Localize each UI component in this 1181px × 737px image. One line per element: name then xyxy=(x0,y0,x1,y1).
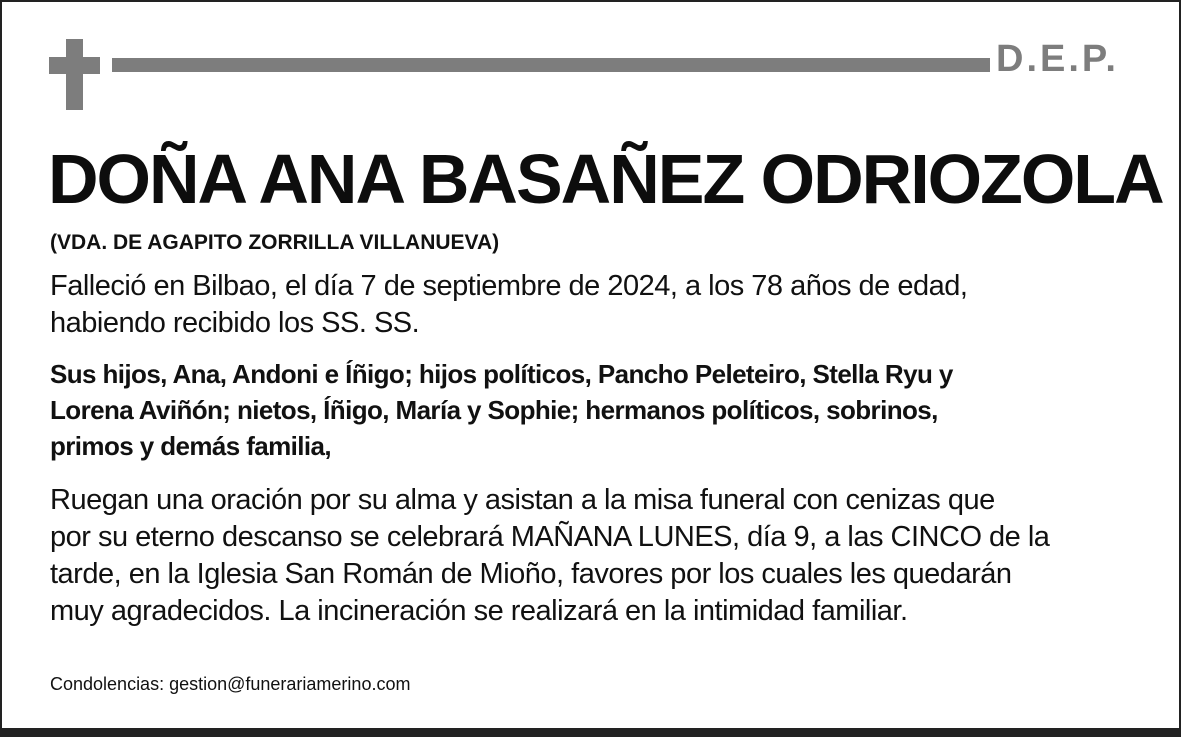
dep-label: D.E.P. xyxy=(996,38,1119,80)
cross-icon xyxy=(66,39,83,110)
text-line: Ruegan una oración por su alma y asistan a la misa funeral con cenizas que xyxy=(50,484,995,516)
death-notice xyxy=(50,268,1155,342)
text-line: Sus hijos, Ana, Andoni e Íñigo; hijos políticos, Pancho Peleteiro, Stella Ryu y xyxy=(50,359,953,389)
cross-icon-bar xyxy=(49,57,100,74)
family-list xyxy=(50,356,1160,464)
text-line: primos y demás familia, xyxy=(50,431,331,461)
text-line: tarde, en la Iglesia San Román de Mioño, favores por los cuales les quedarán xyxy=(50,558,1012,590)
header-rule xyxy=(112,58,990,72)
text-line: habiendo recibido los SS. SS. xyxy=(50,307,420,339)
text-line: Falleció en Bilbao, el día 7 de septiembre de 2024, a los 78 años de edad, xyxy=(50,270,968,302)
text-line: muy agradecidos. La incineración se realizará en la intimidad familiar. xyxy=(50,595,908,627)
mass-request xyxy=(50,482,1155,630)
condolences-contact: Condolencias: gestion@funerariamerino.com xyxy=(50,674,411,694)
deceased-name: DOÑA ANA BASAÑEZ ODRIOZOLA xyxy=(48,140,1163,218)
text-line: por su eterno descanso se celebrará MAÑANA LUNES, día 9, a las CINCO de la xyxy=(50,521,1050,553)
text-line: Lorena Aviñón; nietos, Íñigo, María y Sophie; hermanos políticos, sobrinos, xyxy=(50,395,938,425)
widow-of: (VDA. DE AGAPITO ZORRILLA VILLANUEVA) xyxy=(50,231,500,254)
